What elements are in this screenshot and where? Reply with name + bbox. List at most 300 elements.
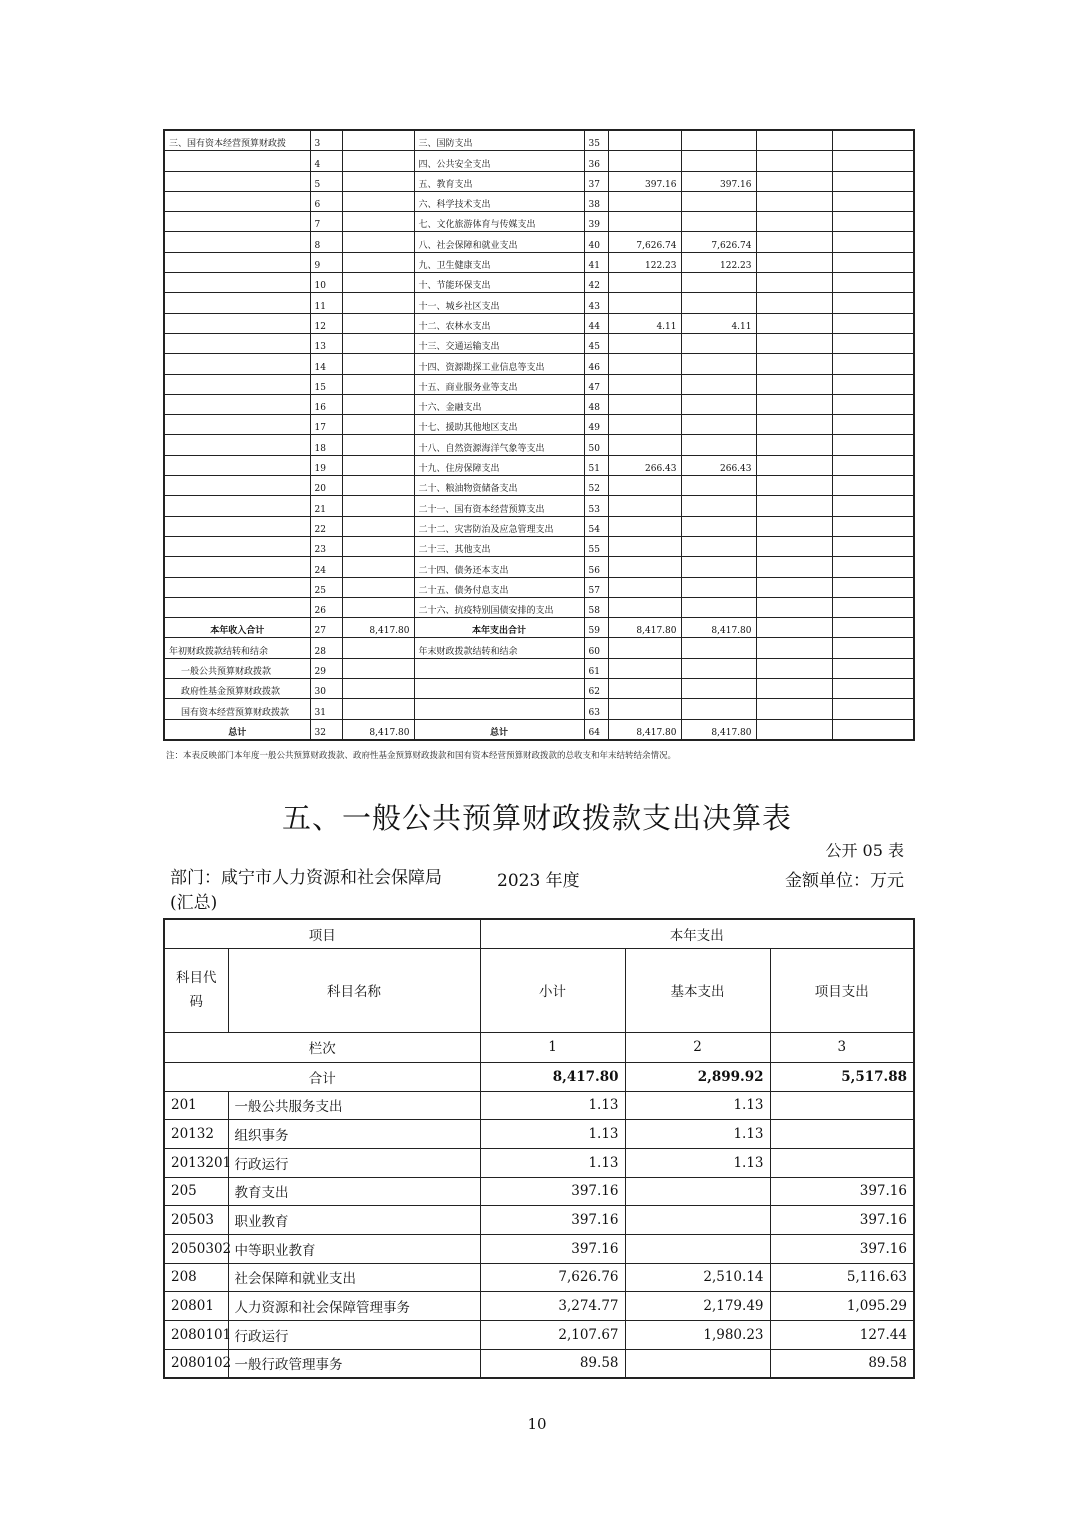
expense-line-cell: 52 (584, 476, 608, 496)
state-capital-cell (832, 536, 914, 556)
expense-total-cell (608, 536, 681, 556)
expenditure-table (163, 918, 915, 1379)
subject-name-cell: 一般公共服务支出 (228, 1091, 480, 1120)
subject-name-cell: 一般行政管理事务 (228, 1349, 480, 1378)
expense-total-cell (608, 374, 681, 394)
expense-total-cell (608, 394, 681, 414)
general-budget-cell (681, 557, 756, 577)
basic-expense-cell: 1,980.23 (625, 1321, 770, 1350)
income-item-cell: 年初财政拨款结转和结余 (164, 638, 310, 658)
total-row (164, 1062, 914, 1091)
income-line-cell: 21 (310, 496, 342, 516)
income-line-cell: 11 (310, 293, 342, 313)
total-subtotal: 8,417.80 (480, 1062, 625, 1091)
basic-expense-cell: 2,179.49 (625, 1292, 770, 1321)
header-project-exp: 项目支出 (770, 948, 914, 1032)
state-capital-cell (832, 557, 914, 577)
income-amount-cell (342, 597, 414, 617)
income-item-cell (164, 212, 310, 232)
income-line-cell: 20 (310, 476, 342, 496)
income-amount-cell (342, 476, 414, 496)
general-budget-cell (681, 476, 756, 496)
expense-line-cell: 56 (584, 557, 608, 577)
income-line-cell: 15 (310, 374, 342, 394)
project-expense-cell: 5,116.63 (770, 1263, 914, 1292)
subtotal-cell: 1.13 (480, 1148, 625, 1177)
table-row (164, 1177, 914, 1206)
income-line-cell: 12 (310, 313, 342, 333)
expense-item-cell: 三、国防支出 (414, 130, 584, 151)
income-line-cell: 32 (310, 719, 342, 740)
subject-code-cell: 205 (164, 1177, 228, 1206)
income-amount-cell (342, 638, 414, 658)
table-row (164, 1292, 914, 1321)
expense-line-cell: 38 (584, 191, 608, 211)
general-budget-cell (681, 293, 756, 313)
income-amount-cell (342, 232, 414, 252)
subtotal-cell: 7,626.76 (480, 1263, 625, 1292)
income-amount-cell (342, 313, 414, 333)
income-item-cell: 三、国有资本经营预算财政拨 (164, 130, 310, 151)
state-capital-cell (832, 252, 914, 272)
state-capital-cell (832, 658, 914, 678)
basic-expense-cell (625, 1349, 770, 1378)
state-capital-cell (832, 293, 914, 313)
income-line-cell: 30 (310, 679, 342, 699)
section-title: 五、一般公共预算财政拨款支出决算表 (281, 801, 792, 835)
header-name: 科目名称 (228, 948, 480, 1032)
expense-total-cell (608, 516, 681, 536)
general-budget-cell (681, 679, 756, 699)
general-budget-cell (681, 374, 756, 394)
state-capital-cell (832, 232, 914, 252)
expense-total-cell (608, 658, 681, 678)
subject-code-cell: 208 (164, 1263, 228, 1292)
income-item-cell (164, 455, 310, 475)
table-row (164, 313, 914, 333)
total-label: 合计 (164, 1062, 480, 1091)
state-capital-cell (832, 597, 914, 617)
income-amount-cell (342, 130, 414, 151)
table-row (164, 212, 914, 232)
state-capital-cell (832, 577, 914, 597)
subject-name-cell: 行政运行 (228, 1148, 480, 1177)
expense-line-cell: 64 (584, 719, 608, 740)
table-row (164, 435, 914, 455)
expenditure-table-body (164, 919, 914, 1378)
table-row (164, 252, 914, 272)
table-note: 注：本表反映部门本年度一般公共预算财政拨款、政府性基金预算财政拨款和国有资本经营预算财政拨款的总收支和年末结转结余情况。 (166, 751, 677, 761)
basic-expense-cell: 1.13 (625, 1120, 770, 1149)
expense-line-cell: 47 (584, 374, 608, 394)
table-row (164, 516, 914, 536)
income-line-cell: 29 (310, 658, 342, 678)
general-budget-cell (681, 151, 756, 171)
expense-total-cell (608, 435, 681, 455)
basic-expense-cell: 2,510.14 (625, 1263, 770, 1292)
general-budget-cell (681, 354, 756, 374)
fund-budget-cell (756, 374, 832, 394)
income-item-cell (164, 557, 310, 577)
income-item-cell (164, 232, 310, 252)
income-item-cell (164, 313, 310, 333)
income-amount-cell (342, 374, 414, 394)
general-budget-cell (681, 638, 756, 658)
income-amount-cell (342, 455, 414, 475)
table-row (164, 1234, 914, 1263)
expense-line-cell: 54 (584, 516, 608, 536)
expense-item-cell: 十九、住房保障支出 (414, 455, 584, 475)
expense-total-cell (608, 597, 681, 617)
expense-item-cell: 六、科学技术支出 (414, 191, 584, 211)
subject-name-cell: 教育支出 (228, 1177, 480, 1206)
expense-item-cell: 八、社会保障和就业支出 (414, 232, 584, 252)
expense-total-cell: 8,417.80 (608, 719, 681, 740)
project-expense-cell (770, 1120, 914, 1149)
fund-budget-cell (756, 435, 832, 455)
fund-budget-cell (756, 557, 832, 577)
income-line-cell: 9 (310, 252, 342, 272)
fund-budget-cell (756, 516, 832, 536)
basic-expense-cell: 1.13 (625, 1148, 770, 1177)
subject-code-cell: 2050302 (164, 1234, 228, 1263)
income-line-cell: 7 (310, 212, 342, 232)
fund-budget-cell (756, 638, 832, 658)
table-row (164, 1148, 914, 1177)
expense-total-cell: 266.43 (608, 455, 681, 475)
income-item-cell (164, 577, 310, 597)
expense-total-cell (608, 354, 681, 374)
expense-item-cell (414, 699, 584, 719)
expense-line-cell: 55 (584, 536, 608, 556)
header-current-year: 本年支出 (480, 919, 914, 948)
total-project: 5,517.88 (770, 1062, 914, 1091)
income-item-cell (164, 496, 310, 516)
income-item-cell (164, 354, 310, 374)
income-amount-cell (342, 577, 414, 597)
table-row (164, 232, 914, 252)
income-amount-cell (342, 435, 414, 455)
table-row (164, 597, 914, 617)
table-row (164, 151, 914, 171)
expense-line-cell: 36 (584, 151, 608, 171)
income-line-cell: 26 (310, 597, 342, 617)
income-item-cell (164, 435, 310, 455)
income-amount-cell (342, 333, 414, 353)
state-capital-cell (832, 638, 914, 658)
income-item-cell (164, 516, 310, 536)
table-row (164, 1206, 914, 1235)
fund-budget-cell (756, 191, 832, 211)
subtotal-cell: 397.16 (480, 1206, 625, 1235)
expense-item-cell: 本年支出合计 (414, 618, 584, 638)
expense-line-cell: 39 (584, 212, 608, 232)
state-capital-cell (832, 171, 914, 191)
table-row (164, 273, 914, 293)
fund-budget-cell (756, 699, 832, 719)
fund-budget-cell (756, 273, 832, 293)
project-expense-cell: 397.16 (770, 1206, 914, 1235)
income-amount-cell (342, 496, 414, 516)
income-item-cell (164, 252, 310, 272)
subtotal-cell: 2,107.67 (480, 1321, 625, 1350)
general-budget-cell: 8,417.80 (681, 618, 756, 638)
project-expense-cell: 397.16 (770, 1177, 914, 1206)
subtotal-cell: 1.13 (480, 1091, 625, 1120)
income-item-cell: 政府性基金预算财政拨款 (164, 679, 310, 699)
income-item-cell (164, 374, 310, 394)
fund-budget-cell (756, 333, 832, 353)
fund-budget-cell (756, 597, 832, 617)
subtotal-cell: 3,274.77 (480, 1292, 625, 1321)
col-1: 1 (480, 1032, 625, 1062)
income-amount-cell (342, 394, 414, 414)
expense-line-cell: 35 (584, 130, 608, 151)
expense-line-cell: 46 (584, 354, 608, 374)
fund-budget-cell (756, 151, 832, 171)
general-budget-cell: 4.11 (681, 313, 756, 333)
expense-item-cell: 二十六、抗疫特别国债安排的支出 (414, 597, 584, 617)
fund-budget-cell (756, 719, 832, 740)
expense-line-cell: 62 (584, 679, 608, 699)
table-row (164, 171, 914, 191)
general-budget-cell (681, 435, 756, 455)
fund-budget-cell (756, 394, 832, 414)
expense-line-cell: 41 (584, 252, 608, 272)
col-2: 2 (625, 1032, 770, 1062)
table-row (164, 658, 914, 678)
expense-line-cell: 59 (584, 618, 608, 638)
fund-budget-cell (756, 496, 832, 516)
general-budget-cell (681, 212, 756, 232)
subtotal-cell: 89.58 (480, 1349, 625, 1378)
col-3: 3 (770, 1032, 914, 1062)
table-row (164, 577, 914, 597)
table-row (164, 638, 914, 658)
subject-name-cell: 社会保障和就业支出 (228, 1263, 480, 1292)
expense-line-cell: 63 (584, 699, 608, 719)
table-row (164, 293, 914, 313)
state-capital-cell (832, 476, 914, 496)
basic-expense-cell (625, 1177, 770, 1206)
expense-total-cell (608, 679, 681, 699)
income-line-cell: 5 (310, 171, 342, 191)
income-line-cell: 6 (310, 191, 342, 211)
subject-code-cell: 2080101 (164, 1321, 228, 1350)
expense-line-cell: 44 (584, 313, 608, 333)
general-budget-cell: 397.16 (681, 171, 756, 191)
fund-budget-cell (756, 455, 832, 475)
expense-total-cell: 397.16 (608, 171, 681, 191)
basic-expense-cell (625, 1206, 770, 1235)
expense-total-cell (608, 557, 681, 577)
expense-line-cell: 51 (584, 455, 608, 475)
fund-budget-cell (756, 536, 832, 556)
income-amount-cell (342, 252, 414, 272)
expense-total-cell (608, 273, 681, 293)
expense-total-cell (608, 415, 681, 435)
general-budget-cell (681, 415, 756, 435)
expense-item-cell: 十四、资源勘探工业信息等支出 (414, 354, 584, 374)
table-row (164, 536, 914, 556)
income-item-cell (164, 597, 310, 617)
general-budget-cell: 266.43 (681, 455, 756, 475)
expense-line-cell: 53 (584, 496, 608, 516)
state-capital-cell (832, 719, 914, 740)
income-item-cell (164, 536, 310, 556)
general-budget-cell: 7,626.74 (681, 232, 756, 252)
income-item-cell (164, 191, 310, 211)
expense-item-cell: 年末财政拨款结转和结余 (414, 638, 584, 658)
expense-total-cell (608, 130, 681, 151)
income-amount-cell (342, 516, 414, 536)
expense-item-cell: 总计 (414, 719, 584, 740)
fund-budget-cell (756, 232, 832, 252)
expense-total-cell: 122.23 (608, 252, 681, 272)
expense-total-cell (608, 212, 681, 232)
table-row (164, 679, 914, 699)
state-capital-cell (832, 455, 914, 475)
page-number: 10 (527, 1415, 547, 1433)
table-row (164, 455, 914, 475)
income-item-cell (164, 273, 310, 293)
subtotal-cell: 1.13 (480, 1120, 625, 1149)
expense-item-cell: 二十三、其他支出 (414, 536, 584, 556)
expense-line-cell: 42 (584, 273, 608, 293)
income-amount-cell (342, 212, 414, 232)
expense-line-cell: 43 (584, 293, 608, 313)
table-row (164, 1091, 914, 1120)
column-number-row (164, 1032, 914, 1062)
subject-name-cell: 职业教育 (228, 1206, 480, 1235)
income-line-cell: 19 (310, 455, 342, 475)
state-capital-cell (832, 679, 914, 699)
general-budget-cell (681, 516, 756, 536)
fund-budget-cell (756, 252, 832, 272)
general-budget-cell: 122.23 (681, 252, 756, 272)
expense-total-cell: 8,417.80 (608, 618, 681, 638)
general-budget-cell (681, 658, 756, 678)
form-number: 公开 05 表 (825, 841, 904, 860)
expense-total-cell: 4.11 (608, 313, 681, 333)
income-item-cell (164, 415, 310, 435)
state-capital-cell (832, 273, 914, 293)
general-budget-cell (681, 130, 756, 151)
income-item-cell (164, 333, 310, 353)
table-row (164, 1349, 914, 1378)
table-row (164, 618, 914, 638)
expense-line-cell: 37 (584, 171, 608, 191)
general-budget-cell (681, 191, 756, 211)
income-amount-cell (342, 354, 414, 374)
income-amount-cell (342, 191, 414, 211)
expense-item-cell: 二十二、灾害防治及应急管理支出 (414, 516, 584, 536)
table-row (164, 1263, 914, 1292)
expense-total-cell (608, 191, 681, 211)
project-expense-cell (770, 1091, 914, 1120)
table-row (164, 557, 914, 577)
income-line-cell: 31 (310, 699, 342, 719)
state-capital-cell (832, 333, 914, 353)
expense-item-cell: 四、公共安全支出 (414, 151, 584, 171)
total-basic: 2,899.92 (625, 1062, 770, 1091)
state-capital-cell (832, 151, 914, 171)
subject-name-cell: 行政运行 (228, 1321, 480, 1350)
fund-budget-cell (756, 313, 832, 333)
expense-item-cell: 十五、商业服务业等支出 (414, 374, 584, 394)
subject-name-cell: 组织事务 (228, 1120, 480, 1149)
expense-total-cell (608, 476, 681, 496)
income-item-cell: 国有资本经营预算财政拨款 (164, 699, 310, 719)
expense-total-cell (608, 151, 681, 171)
subject-code-cell: 20132 (164, 1120, 228, 1149)
fund-budget-cell (756, 130, 832, 151)
expense-item-cell: 二十五、债务付息支出 (414, 577, 584, 597)
table-row (164, 374, 914, 394)
income-amount-cell: 8,417.80 (342, 618, 414, 638)
state-capital-cell (832, 374, 914, 394)
income-line-cell: 18 (310, 435, 342, 455)
income-amount-cell (342, 293, 414, 313)
table-row (164, 130, 914, 151)
income-item-cell (164, 476, 310, 496)
income-amount-cell (342, 171, 414, 191)
header-row-1 (164, 919, 914, 948)
income-item-cell: 一般公共预算财政拨款 (164, 658, 310, 678)
table-row (164, 699, 914, 719)
income-amount-cell (342, 658, 414, 678)
income-line-cell: 13 (310, 333, 342, 353)
income-line-cell: 22 (310, 516, 342, 536)
expense-item-cell: 十三、交通运输支出 (414, 333, 584, 353)
subject-code-cell: 20801 (164, 1292, 228, 1321)
table-row (164, 719, 914, 740)
subject-code-cell: 20503 (164, 1206, 228, 1235)
state-capital-cell (832, 415, 914, 435)
income-item-cell (164, 151, 310, 171)
income-line-cell: 10 (310, 273, 342, 293)
state-capital-cell (832, 191, 914, 211)
income-amount-cell (342, 557, 414, 577)
fund-budget-cell (756, 354, 832, 374)
general-budget-cell (681, 394, 756, 414)
subtotal-cell: 397.16 (480, 1177, 625, 1206)
state-capital-cell (832, 130, 914, 151)
basic-expense-cell: 1.13 (625, 1091, 770, 1120)
state-capital-cell (832, 212, 914, 232)
expense-item-cell: 十、节能环保支出 (414, 273, 584, 293)
state-capital-cell (832, 516, 914, 536)
income-line-cell: 28 (310, 638, 342, 658)
income-line-cell: 16 (310, 394, 342, 414)
subject-name-cell: 中等职业教育 (228, 1234, 480, 1263)
fund-budget-cell (756, 679, 832, 699)
income-expense-summary-table (163, 129, 915, 741)
state-capital-cell (832, 435, 914, 455)
income-line-cell: 14 (310, 354, 342, 374)
header-row-2 (164, 948, 914, 1032)
income-item-cell (164, 171, 310, 191)
fund-budget-cell (756, 658, 832, 678)
header-code: 科目代码 (164, 948, 228, 1032)
general-budget-cell (681, 536, 756, 556)
expense-line-cell: 48 (584, 394, 608, 414)
expense-item-cell (414, 658, 584, 678)
project-expense-cell: 1,095.29 (770, 1292, 914, 1321)
expense-total-cell: 7,626.74 (608, 232, 681, 252)
expense-item-cell: 五、教育支出 (414, 171, 584, 191)
general-budget-cell (681, 333, 756, 353)
